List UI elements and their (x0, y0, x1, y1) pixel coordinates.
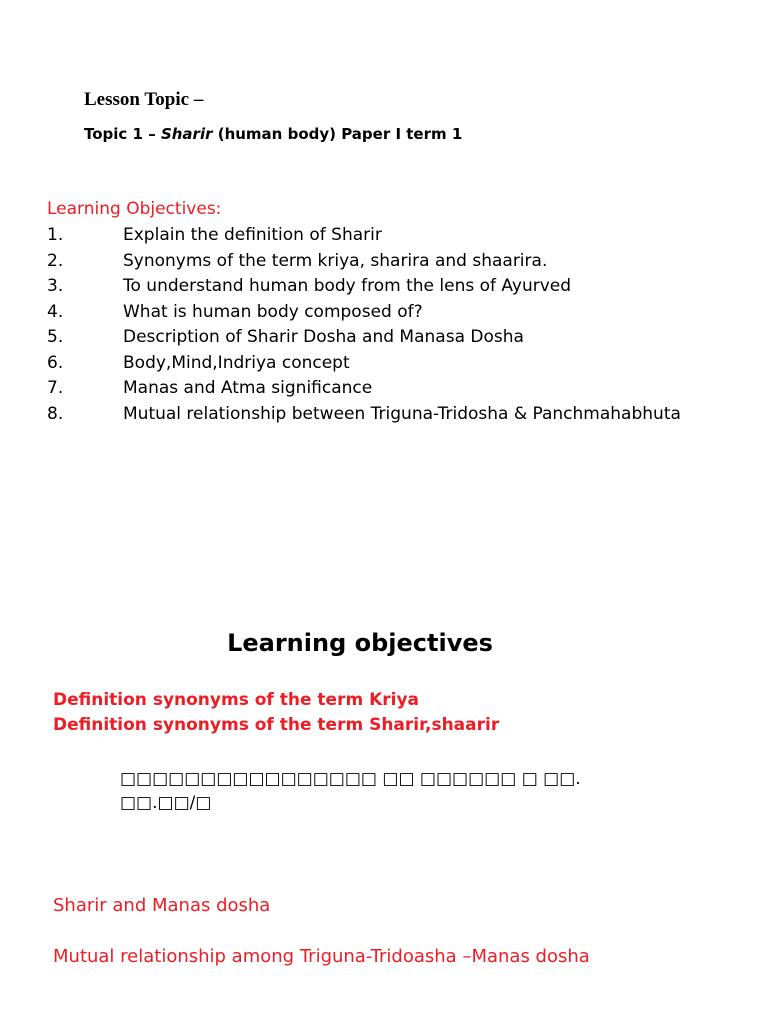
glyph-line-1: □□□□□□□□□□□□□□□□ □□ □□□□□□ □ □□. (120, 769, 581, 789)
item-number: 6. (47, 352, 64, 373)
definition-sharir-line: Definition synonyms of the term Sharir,shaarir (53, 715, 500, 735)
list-item (47, 250, 681, 276)
item-text: Body,Mind,Indriya concept (123, 352, 350, 373)
mutual-relationship-line: Mutual relationship among Triguna-Tridoasha –Manas dosha (53, 946, 590, 967)
glyph-line-2: □□.□□/□ (120, 793, 212, 813)
unrendered-script-text (120, 767, 581, 815)
list-item (47, 326, 681, 352)
list-item (47, 275, 681, 301)
definition-kriya-line: Definition synonyms of the term Kriya (53, 690, 420, 710)
item-text: To understand human body from the lens of Ayurved (123, 276, 572, 296)
sharir-manas-dosha-line: Sharir and Manas dosha (53, 895, 271, 916)
item-number: 5. (47, 327, 64, 347)
item-text: Mutual relationship between Triguna-Tridosha & Panchmahabhuta (123, 403, 681, 424)
topic-prefix: Topic 1 – (84, 125, 156, 143)
topic-italic: Sharir (160, 125, 213, 143)
lesson-topic-heading: Lesson Topic – (84, 89, 204, 110)
item-text: Synonyms of the term kriya, sharira and shaarira. (123, 250, 548, 271)
item-number: 7. (47, 378, 64, 398)
section-title: Learning objectives (227, 629, 493, 657)
item-number: 8. (47, 403, 64, 424)
topic-suffix: (human body) Paper I term 1 (217, 125, 463, 143)
objectives-list (47, 224, 681, 428)
learning-objectives-label: Learning Objectives: (47, 199, 222, 219)
item-text: What is human body composed of? (123, 301, 423, 322)
item-number: 4. (47, 301, 64, 322)
topic-line (84, 125, 462, 143)
item-number: 1. (47, 225, 64, 245)
item-text: Description of Sharir Dosha and Manasa Dosha (123, 327, 524, 347)
list-item (47, 403, 681, 429)
item-text: Manas and Atma significance (123, 378, 373, 398)
list-item (47, 224, 681, 250)
item-text: Explain the definition of Sharir (123, 225, 382, 245)
list-item (47, 301, 681, 327)
item-number: 3. (47, 276, 64, 296)
item-number: 2. (47, 250, 64, 271)
list-item (47, 352, 681, 378)
list-item (47, 377, 681, 403)
